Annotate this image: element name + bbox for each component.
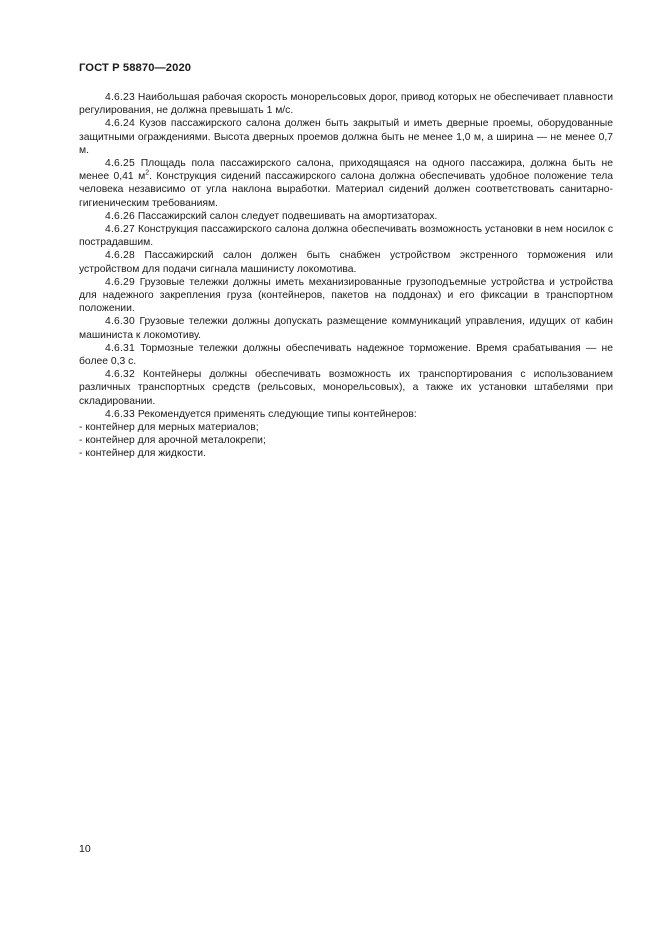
list-item: - контейнер для арочной металокрепи; (79, 435, 266, 447)
clause-number: 4.6.33 (105, 408, 135, 420)
clause-number: 4.6.27 (105, 224, 135, 236)
paragraph-4-6-23 (79, 91, 613, 117)
clause-text: Пассажирский салон следует подвешивать на амортизаторах. (137, 210, 438, 222)
list-item: - контейнер для жидкости. (79, 448, 206, 460)
clause-number: 4.6.29 (105, 276, 135, 288)
clause-text: Пассажирский салон должен быть снабжен устройством экстренного торможения или устройством для подачи сигнала машинисту локомотива. (79, 250, 613, 275)
clause-text: Площадь пола пассажирского салона, приходящаяся на одного пассажира, должна быть не менее 0,41 м (79, 158, 614, 183)
clause-text: Кузов пассажирского салона должен быть закрытый и иметь дверные проемы, оборудованные защитными ограждениями. Высота дверных проемов должна быть не менее 1,0 м, а ширина — не менее 0,7 м. (79, 118, 613, 156)
paragraph-4-6-33 (79, 408, 613, 421)
superscript: 2 (145, 169, 150, 177)
paragraph-4-6-32 (79, 368, 613, 408)
clause-text-continued: . Конструкция сидений пассажирского салона должна обеспечивать удобное положение тела человека независимо от угла наклона выработки. Материал сидений должен соответствовать санитарно-гигиеническим требованиям. (79, 171, 614, 209)
paragraph-4-6-27 (79, 223, 613, 249)
paragraph-4-6-29 (79, 276, 613, 316)
clause-text: Наибольшая рабочая скорость монорельсовых дорог, привод которых не обеспечивает плавности регулирования, не должна превышать 1 м/с. (79, 92, 614, 117)
paragraph-4-6-24 (79, 117, 613, 157)
paragraph-4-6-26 (79, 210, 613, 223)
paragraph-4-6-31 (79, 342, 613, 368)
clause-number: 4.6.26 (105, 210, 135, 222)
clause-text: Рекомендуется применять следующие типы контейнеров: (137, 408, 417, 420)
clause-number: 4.6.32 (105, 369, 135, 381)
paragraph-4-6-25 (79, 157, 613, 210)
clause-number: 4.6.28 (105, 250, 135, 262)
paragraph-4-6-30 (79, 315, 613, 341)
clause-number: 4.6.23 (105, 92, 135, 103)
clause-text: Тормозные тележки должны обеспечивать надежное торможение. Время срабатывания — не более 0,3 с. (79, 342, 614, 368)
clause-number: 4.6.25 (105, 158, 135, 170)
clause-number: 4.6.24 (105, 118, 135, 130)
list-item: - контейнер для мерных материалов; (79, 422, 259, 434)
clause-text: Конструкция пассажирского салона должна обеспечивать возможность установки в нем носилок с пострадавшим. (79, 224, 613, 249)
page-number: 10 (79, 843, 91, 855)
clause-text: Грузовые тележки должны иметь механизированные грузоподъемные устройства и устройства для надежного закрепления груза (контейнеров, пакетов на поддонах) и его фиксации в транспортном положении. (79, 276, 614, 315)
clause-number: 4.6.30 (105, 316, 135, 328)
paragraph-4-6-28 (79, 249, 613, 275)
document-body (79, 91, 613, 461)
clause-text: Контейнеры должны обеспечивать возможность их транспортирования с использованием различных транспортных средств (рельсовых, монорельсовых), а также их установки штабелями при складировании. (79, 369, 613, 407)
document-header: ГОСТ Р 58870—2020 (79, 62, 192, 74)
clause-number: 4.6.31 (105, 342, 135, 354)
clause-text: Грузовые тележки должны допускать размещение коммуникаций управления, идущих от кабин машиниста к локомотиву. (79, 316, 613, 341)
